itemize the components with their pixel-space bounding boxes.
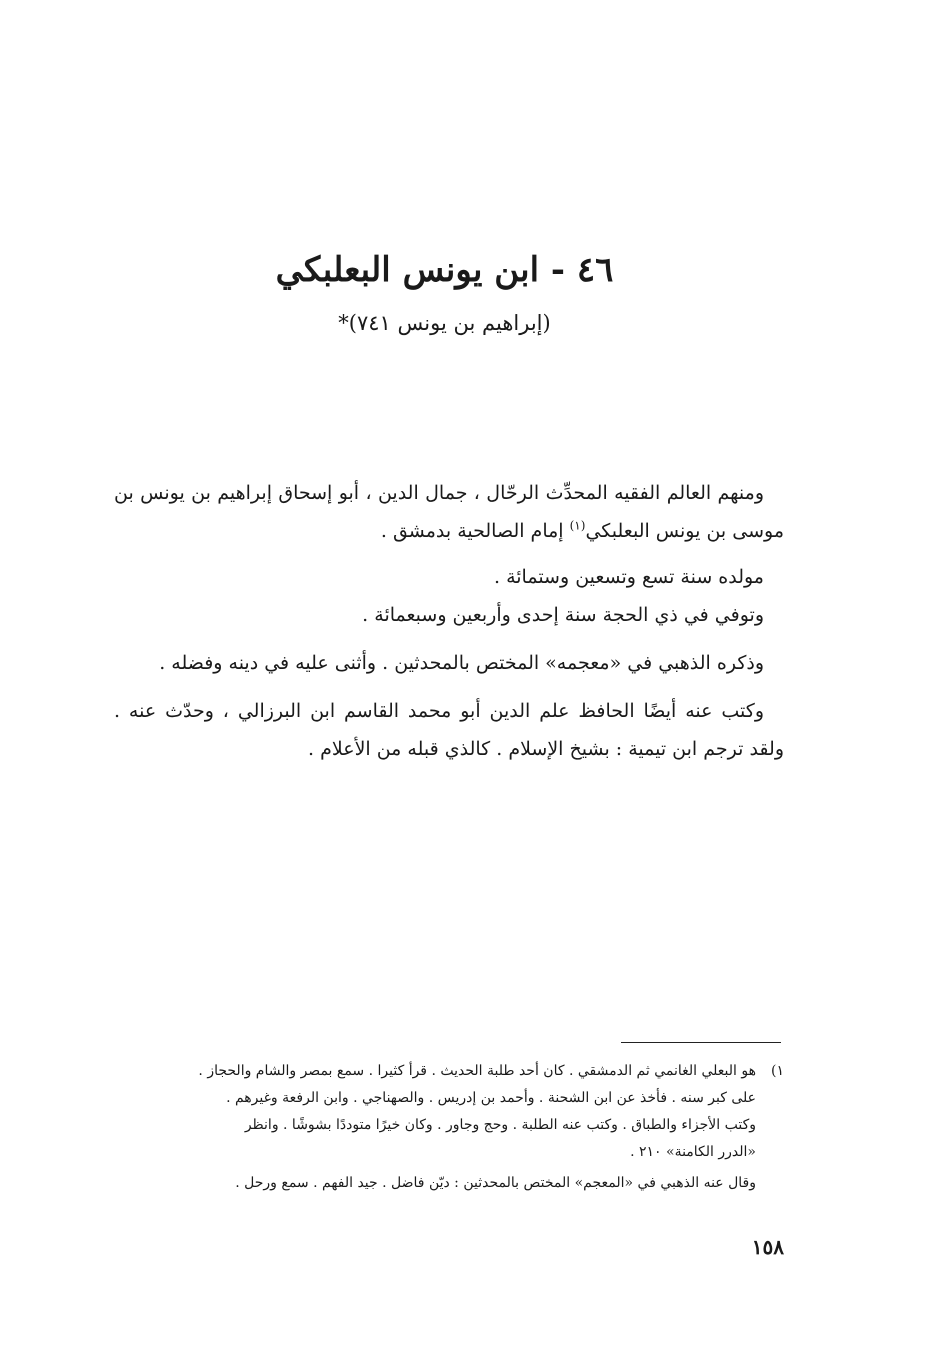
footnote-number: ١): [771, 1063, 784, 1079]
footnote-1-line-2: على كبر سنه . فأخذ عن ابن الشحنة . وأحمد بن إدريس . والصهناجي . وابن الرفعة وغيرهم .: [226, 1090, 756, 1106]
paragraph-1: [114, 474, 784, 550]
paragraph-1-line-2: يونس بن موسى بن يونس البعلبكي: [114, 482, 784, 542]
footnote-1-text-1: هو البعلي الغانمي ثم الدمشقي . كان أحد طلبة الحديث . قرأ كثيرا . سمع بمصر والشام والحجاز .: [198, 1063, 756, 1079]
footnote-reference[interactable]: (١): [569, 518, 586, 533]
paragraph-dhahabi: وذكره الذهبي في «معجمه» المختص بالمحدثين . وأثنى عليه في دينه وفضله .: [159, 652, 764, 674]
paragraph-birth: مولده سنة تسع وتسعين وستمائة .: [494, 566, 764, 588]
footnote-1-line-3: وكتب الأجزاء والطباق . وكتب عنه الطلبة . وحج وجاور . وكان خيرًا متوددًا بشوشًا . وانظر: [244, 1117, 756, 1133]
paragraph-5: [114, 692, 784, 768]
main-text: [114, 474, 784, 768]
footnote-divider: [621, 1042, 781, 1043]
entry-subtitle: (إبراهيم بن يونس ٧٤١)*: [338, 311, 551, 335]
paragraph-1-line-2-end: إمام الصالحية بدمشق .: [380, 520, 570, 542]
paragraph-5-line-2: عنه . ولقد ترجم ابن تيمية : بشيخ الإسلام . كالذي قبله من الأعلام .: [114, 700, 784, 760]
footnote-1-line-4: «الدرر الكامنة» ٢١٠ .: [630, 1144, 756, 1160]
paragraph-1-line-1: ومنهم العالم الفقيه المحدِّث الرحّال ، جمال الدين ، أبو إسحاق إبراهيم بن: [191, 482, 765, 504]
paragraph-death: وتوفي في ذي الحجة سنة إحدى وأربعين وسبعمائة .: [362, 604, 764, 626]
paragraph-5-line-1: وكتب عنه أيضًا الحافظ علم الدين أبو محمد القاسم ابن البرزالي ، وحدّث: [165, 700, 764, 722]
footnote-1-line-5: وقال عنه الذهبي في «المعجم» المختص بالمحدثين : ديّن فاضل . جيد الفهم . سمع ورحل .: [235, 1175, 756, 1191]
footnotes: [114, 1058, 784, 1197]
footnote-1-line-1: [114, 1058, 784, 1085]
page-number: ١٥٨: [751, 1235, 784, 1259]
entry-title: ٤٦ - ابن يونس البعلبكي: [275, 250, 614, 290]
